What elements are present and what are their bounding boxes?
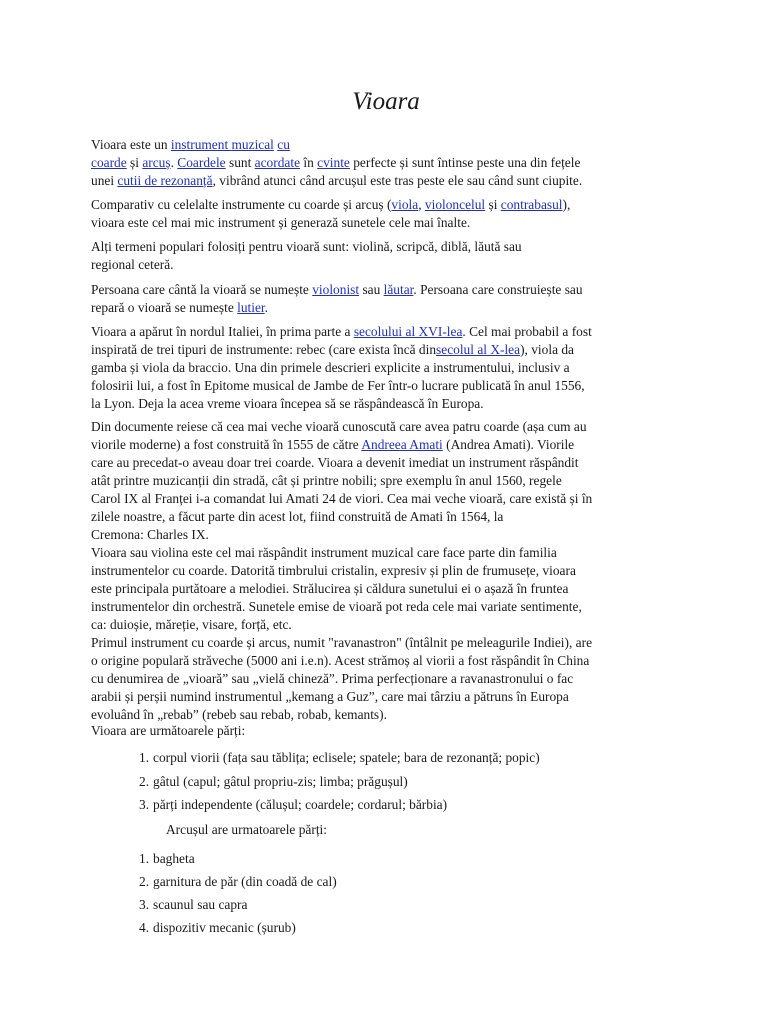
text-line: atât printre muzicanții din stradă, cât și printre nobili; spre exemplu în anul 1560, regele — [91, 473, 562, 488]
text-line — [91, 323, 681, 341]
list-number: 2. — [139, 874, 150, 889]
text-span: Vioara este un — [91, 137, 171, 152]
text-line: Vioara sau violina este cel mai răspândit instrument muzical care face parte din familia — [91, 545, 557, 560]
text-span: , — [418, 197, 425, 212]
text-line: o origine populară străveche (5000 ani i.e.n). Acest strămoș al viorii a fost răspândit în China — [91, 653, 590, 668]
text-line: Primul instrument cu coarde și arcus, numit "ravanastron" (întâlnit pe meleagurile Indiei), are — [91, 635, 593, 650]
list-number: 2. — [139, 774, 150, 789]
link-lutier[interactable]: lutier — [237, 300, 265, 315]
text-line: Cremona: Charles IX. — [91, 527, 209, 542]
text-line: zilele noastre, a făcut parte din acest lot, fiind construită de Amati în 1564, la — [91, 509, 504, 524]
text-span: sau — [359, 282, 384, 297]
text-span: ), — [562, 197, 571, 212]
parts-heading: Vioara are următoarele părți: — [91, 723, 246, 738]
list-item-text: părți independente (călușul; coardele; cordarul; bărbia) — [153, 797, 448, 812]
text-span: Comparativ cu celelalte instrumente cu coarde și arcuș ( — [91, 197, 392, 212]
list-number: 4. — [139, 920, 150, 935]
text-line: instrumentelor din orchestră. Sunetele emise de vioară pot reda cele mai variate sentimente, — [91, 599, 582, 614]
link-coardele[interactable]: Coardele — [177, 155, 226, 170]
text-line: gamba și viola da braccio. Una din primele descrieri explicite a instrumentului, inclusiv a — [91, 360, 570, 375]
text-line: Alți termeni populari folosiți pentru vioară sunt: violină, scripcă, diblă, lăută sau — [91, 239, 522, 254]
text-line: folosirii lui, a fost în Epitome musical de Jambe de Fer într-o lucrare publicată în anul 1556, — [91, 378, 585, 393]
link-secolul-x[interactable]: secolul al X-lea — [436, 342, 521, 357]
text-span: . Persoana care construiește sau — [413, 282, 583, 297]
text-span: viorile moderne) a fost construită în 1555 de către — [91, 437, 362, 452]
text-span: și — [485, 197, 501, 212]
violinist-paragraph — [91, 281, 681, 317]
text-line: la Lyon. Deja la acea vreme vioara începea să se răspândească în Europa. — [91, 396, 484, 411]
link-andreea-amati[interactable]: Andreea Amati — [361, 437, 443, 452]
text-span: sunt — [225, 155, 255, 170]
documents-paragraph — [91, 418, 681, 724]
list-item-text: scaunul sau capra — [153, 897, 248, 912]
list-item-text: corpul viorii (fața sau tăblița; eclisele; spatele; bara de rezonanță; popic) — [153, 750, 540, 765]
text-line: este principala purtătoare a melodiei. Strălucirea și căldura sunetului ei o așază în fruntea — [91, 581, 569, 596]
text-span: inspirată de trei tipuri de instrumente: rebec (care exista încă din — [91, 342, 437, 357]
text-span: perfecte și sunt întinse peste una din fețele — [349, 155, 581, 170]
list-item — [91, 873, 681, 896]
list-number: 1. — [139, 750, 150, 765]
text-line: evoluând în „rebab” (rebeb sau rebab, robab, kemants). — [91, 707, 387, 722]
text-span: . — [264, 300, 269, 315]
text-span: ), viola da — [520, 342, 574, 357]
text-line: regional ceteră. — [91, 257, 174, 272]
link-coarde[interactable]: coarde — [91, 155, 127, 170]
comparison-paragraph — [91, 196, 681, 232]
text-line: care au precedat-o aveau doar trei coarde. Vioara a devenit imediat un instrument răspândit — [91, 455, 579, 470]
link-viola[interactable]: viola — [391, 197, 419, 212]
text-line — [91, 281, 681, 299]
link-lautar[interactable]: lăutar — [383, 282, 414, 297]
text-span: Vioara a apărut în nordul Italiei, în prima parte a — [91, 324, 354, 339]
text-line: Carol IX al Franței i-a comandat lui Amati 24 de viori. Cea mai veche vioară, care există și în — [91, 491, 593, 506]
link-cu[interactable]: cu — [277, 137, 290, 152]
text-line: cu denumirea de „vioară” sau „vielă chineză”. Prima perfecționare a ravanastronului o fac — [91, 671, 574, 686]
text-line — [91, 196, 681, 214]
popular-terms-paragraph — [91, 238, 681, 274]
text-line: Din documente reiese că cea mai veche vioară cunoscută care avea patru coarde (așa cum au — [91, 419, 587, 434]
text-line: vioara este cel mai mic instrument și generază sunetele cele mai înalte. — [91, 215, 471, 230]
text-span: în — [300, 155, 318, 170]
link-contrabasul[interactable]: contrabasul — [500, 197, 563, 212]
text-span: . Cel mai probabil a fost — [462, 324, 592, 339]
list-item — [91, 850, 681, 873]
link-cutii-de-rezonanta[interactable]: cutii de rezonanță — [117, 173, 213, 188]
text-span: Persoana care cântă la vioară se numește — [91, 282, 313, 297]
list-number: 3. — [139, 797, 150, 812]
list-item — [91, 896, 681, 919]
text-span: . — [170, 155, 178, 170]
link-arcus[interactable]: arcuș — [142, 155, 171, 170]
list-item-text: bagheta — [153, 851, 195, 866]
link-acordate[interactable]: acordate — [254, 155, 301, 170]
bow-parts-heading: Arcușul are urmatoarele părți: — [166, 822, 327, 837]
list-item-text: dispozitiv mecanic (șurub) — [153, 920, 296, 935]
text-line — [91, 154, 681, 172]
text-line: arabii și perșii numind instrumentul „kemang a Guz”, care mai târziu a pătruns în Europa — [91, 689, 569, 704]
text-line — [91, 341, 681, 359]
text-span: (Andrea Amati). Viorile — [442, 437, 575, 452]
text-line — [91, 172, 681, 190]
text-line: instrumentelor cu coarde. Datorită timbrului cristalin, expresiv și plin de frumusețe, vioara — [91, 563, 576, 578]
text-span: , vibrând atunci când arcușul este tras peste ele sau când sunt ciupite. — [212, 173, 583, 188]
list-number: 3. — [139, 897, 150, 912]
link-violoncelul[interactable]: violoncelul — [424, 197, 486, 212]
list-item — [91, 773, 681, 796]
link-violonist[interactable]: violonist — [312, 282, 360, 297]
history-paragraph — [91, 323, 681, 413]
text-line: ca: duioșie, măreție, visare, forță, etc. — [91, 617, 292, 632]
list-item-text: garnitura de păr (din coadă de cal) — [153, 874, 337, 889]
list-item — [91, 919, 681, 942]
list-item-text: gâtul (capul; gâtul propriu-zis; limba; prăgușul) — [153, 774, 408, 789]
text-span: unei — [91, 173, 118, 188]
link-cvinte[interactable]: cvinte — [317, 155, 350, 170]
bow-parts-list — [91, 850, 681, 942]
text-span: repară o vioară se numește — [91, 300, 238, 315]
text-line — [91, 436, 681, 454]
list-item — [91, 749, 681, 773]
link-instrument-muzical[interactable]: instrument muzical — [170, 137, 274, 152]
text-line — [91, 136, 681, 154]
link-secolul-xvi[interactable]: secolului al XVI-lea — [353, 324, 463, 339]
list-number: 1. — [139, 851, 150, 866]
page-title: Vioara — [352, 88, 420, 115]
list-item — [91, 796, 681, 819]
text-span: și — [126, 155, 143, 170]
violin-parts-list — [91, 749, 681, 819]
text-line — [91, 299, 681, 317]
intro-paragraph — [91, 136, 681, 190]
